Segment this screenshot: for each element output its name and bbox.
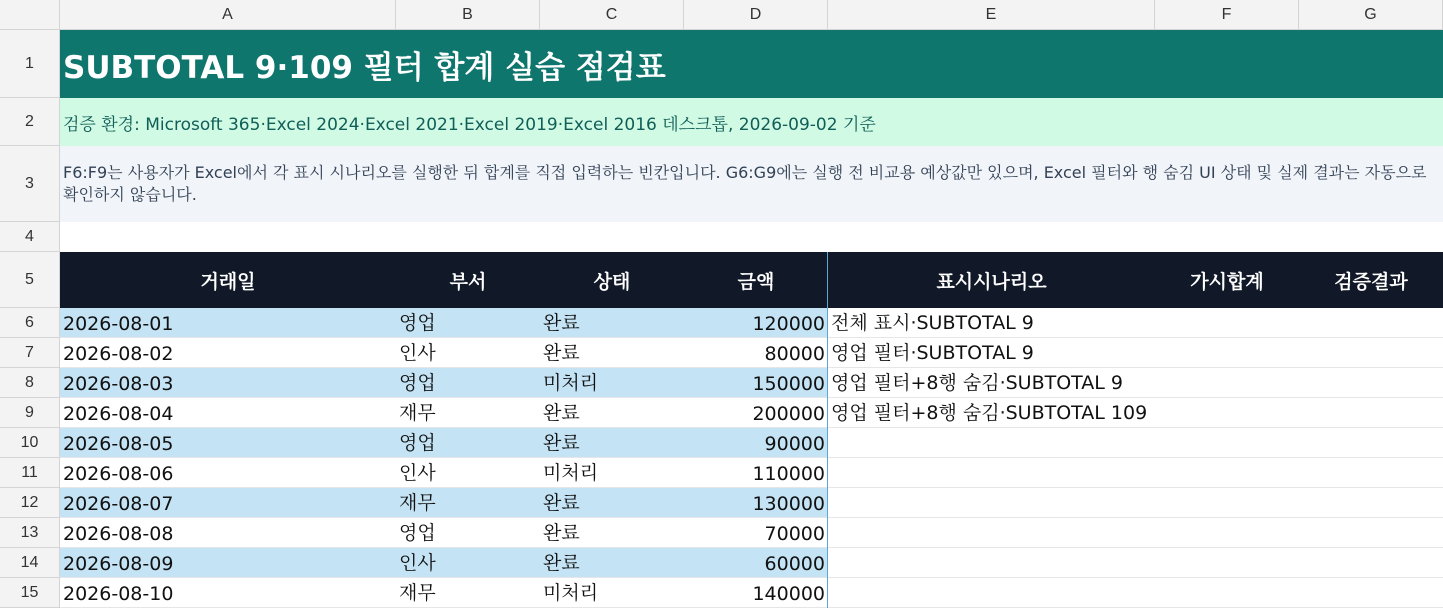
cell-visible-sum[interactable] [1155,338,1299,368]
cell-result[interactable] [1299,428,1443,458]
header-result-label: 검증결과 [1334,270,1408,293]
cell-amount[interactable]: 60000 [684,548,828,578]
cell-amount[interactable]: 110000 [684,458,828,488]
cell-amount[interactable]: 70000 [684,518,828,548]
cell-status[interactable]: 완료 [540,488,684,518]
header-status-label: 상태 [593,270,631,293]
header-status[interactable] [540,252,684,308]
cell-visible-sum[interactable] [1155,308,1299,338]
row-header-14[interactable]: 14 [0,548,60,578]
cell-result[interactable] [1299,398,1443,428]
header-result[interactable] [1299,252,1443,308]
cell-status[interactable]: 완료 [540,548,684,578]
cell-amount[interactable]: 90000 [684,428,828,458]
cell-amount[interactable]: 80000 [684,338,828,368]
cell-date[interactable]: 2026-08-07 [60,488,396,518]
cell-date[interactable]: 2026-08-04 [60,398,396,428]
row-header-4[interactable]: 4 [0,222,60,252]
header-scenario-label: 표시시나리오 [936,270,1047,293]
cell-amount[interactable]: 150000 [684,368,828,398]
cell-scenario[interactable] [828,458,1155,488]
row-header-15[interactable]: 15 [0,578,60,608]
cell-amount[interactable]: 120000 [684,308,828,338]
select-all-corner[interactable] [0,0,60,30]
cell-date[interactable]: 2026-08-06 [60,458,396,488]
note-cell[interactable] [60,146,1443,222]
cell-result[interactable] [1299,548,1443,578]
cell-date[interactable]: 2026-08-09 [60,548,396,578]
cell-amount[interactable]: 200000 [684,398,828,428]
row-header-5[interactable]: 5 [0,252,60,308]
cell-status[interactable]: 완료 [540,398,684,428]
cell-result[interactable] [1299,458,1443,488]
environment-cell[interactable] [60,98,1443,146]
header-amount[interactable] [684,252,828,308]
cell-visible-sum[interactable] [1155,368,1299,398]
note-text: F6:F9는 사용자가 Excel에서 각 표시 시나리오를 실행한 뒤 합계를 직접 입력하는 빈칸입니다. G6:G9에는 실행 전 비교용 예상값만 있으며, Excel 필터와 행 숨김 UI 상태 및 실제 결과는 자동으로 확인하지 않습니다. [63,163,1427,204]
cell-amount[interactable]: 130000 [684,488,828,518]
cell-result[interactable] [1299,338,1443,368]
cell-dept[interactable]: 영업 [396,428,540,458]
cell-dept[interactable]: 인사 [396,338,540,368]
cell-visible-sum[interactable] [1155,578,1299,608]
cell-date[interactable]: 2026-08-08 [60,518,396,548]
header-visible-sum[interactable] [1155,252,1299,308]
cell-scenario[interactable] [828,488,1155,518]
sheet-title-cell[interactable] [60,30,1443,98]
cell-scenario[interactable]: 영업 필터+8행 숨김·SUBTOTAL 9 [828,368,1155,398]
cell-dept[interactable]: 인사 [396,548,540,578]
cell-date[interactable]: 2026-08-05 [60,428,396,458]
row-header-1[interactable]: 1 [0,30,60,98]
cell-visible-sum[interactable] [1155,398,1299,428]
cell-result[interactable] [1299,308,1443,338]
cell-status[interactable]: 미처리 [540,458,684,488]
cell-result[interactable] [1299,368,1443,398]
cell-status[interactable]: 완료 [540,338,684,368]
row-header-2[interactable]: 2 [0,98,60,146]
cell-result[interactable] [1299,518,1443,548]
column-header-b[interactable]: B [396,0,540,30]
cell-visible-sum[interactable] [1155,518,1299,548]
cell-status[interactable]: 미처리 [540,368,684,398]
cell-status[interactable]: 완료 [540,428,684,458]
column-header-d[interactable]: D [684,0,828,30]
cell-result[interactable] [1299,578,1443,608]
cell-status[interactable]: 미처리 [540,578,684,608]
column-header-c[interactable]: C [540,0,684,30]
cell-scenario[interactable]: 영업 필터·SUBTOTAL 9 [828,338,1155,368]
cell-visible-sum[interactable] [1155,488,1299,518]
cell-date[interactable]: 2026-08-03 [60,368,396,398]
cell-scenario[interactable] [828,518,1155,548]
row-header-9[interactable]: 9 [0,398,60,428]
header-visible-sum-label: 가시합계 [1190,270,1264,293]
header-amount-label: 금액 [737,270,775,293]
row-header-3[interactable]: 3 [0,146,60,222]
header-scenario[interactable] [828,252,1155,308]
cell-dept[interactable]: 영업 [396,368,540,398]
cell-dept[interactable]: 영업 [396,308,540,338]
cell-scenario[interactable] [828,578,1155,608]
cell-status[interactable]: 완료 [540,518,684,548]
cell-date[interactable]: 2026-08-10 [60,578,396,608]
row-header-7[interactable]: 7 [0,338,60,368]
cell-visible-sum[interactable] [1155,428,1299,458]
cell-visible-sum[interactable] [1155,458,1299,488]
cell-dept[interactable]: 영업 [396,518,540,548]
cell-scenario[interactable] [828,548,1155,578]
table-divider [827,252,828,608]
column-header-a[interactable]: A [60,0,396,30]
column-header-e[interactable]: E [828,0,1155,30]
cell-amount[interactable]: 140000 [684,578,828,608]
cell-scenario[interactable]: 영업 필터+8행 숨김·SUBTOTAL 109 [828,398,1155,428]
cell-dept[interactable]: 재무 [396,398,540,428]
cell-dept[interactable]: 재무 [396,578,540,608]
row-header-13[interactable]: 13 [0,518,60,548]
cell-dept[interactable]: 재무 [396,488,540,518]
environment-text: 검증 환경: Microsoft 365·Excel 2024·Excel 2021·Excel 2019·Excel 2016 데스크톱, 2026-09-02 기준 [63,114,876,135]
header-dept-label: 부서 [449,270,487,293]
header-date-label: 거래일 [200,270,256,293]
column-header-g[interactable]: G [1299,0,1443,30]
cell-dept[interactable]: 인사 [396,458,540,488]
cell-status[interactable]: 완료 [540,308,684,338]
cell-scenario[interactable] [828,428,1155,458]
cell-scenario[interactable]: 전체 표시·SUBTOTAL 9 [828,308,1155,338]
row-header-12[interactable]: 12 [0,488,60,518]
column-header-f[interactable]: F [1155,0,1299,30]
row-header-10[interactable]: 10 [0,428,60,458]
row-header-11[interactable]: 11 [0,458,60,488]
cell-date[interactable]: 2026-08-02 [60,338,396,368]
cell-result[interactable] [1299,488,1443,518]
row-header-6[interactable]: 6 [0,308,60,338]
sheet-title: SUBTOTAL 9·109 필터 합계 실습 점검표 [63,49,666,86]
empty-row-4[interactable] [60,222,1443,252]
header-date[interactable] [60,252,396,308]
cell-visible-sum[interactable] [1155,548,1299,578]
header-dept[interactable] [396,252,540,308]
row-header-8[interactable]: 8 [0,368,60,398]
cell-date[interactable]: 2026-08-01 [60,308,396,338]
